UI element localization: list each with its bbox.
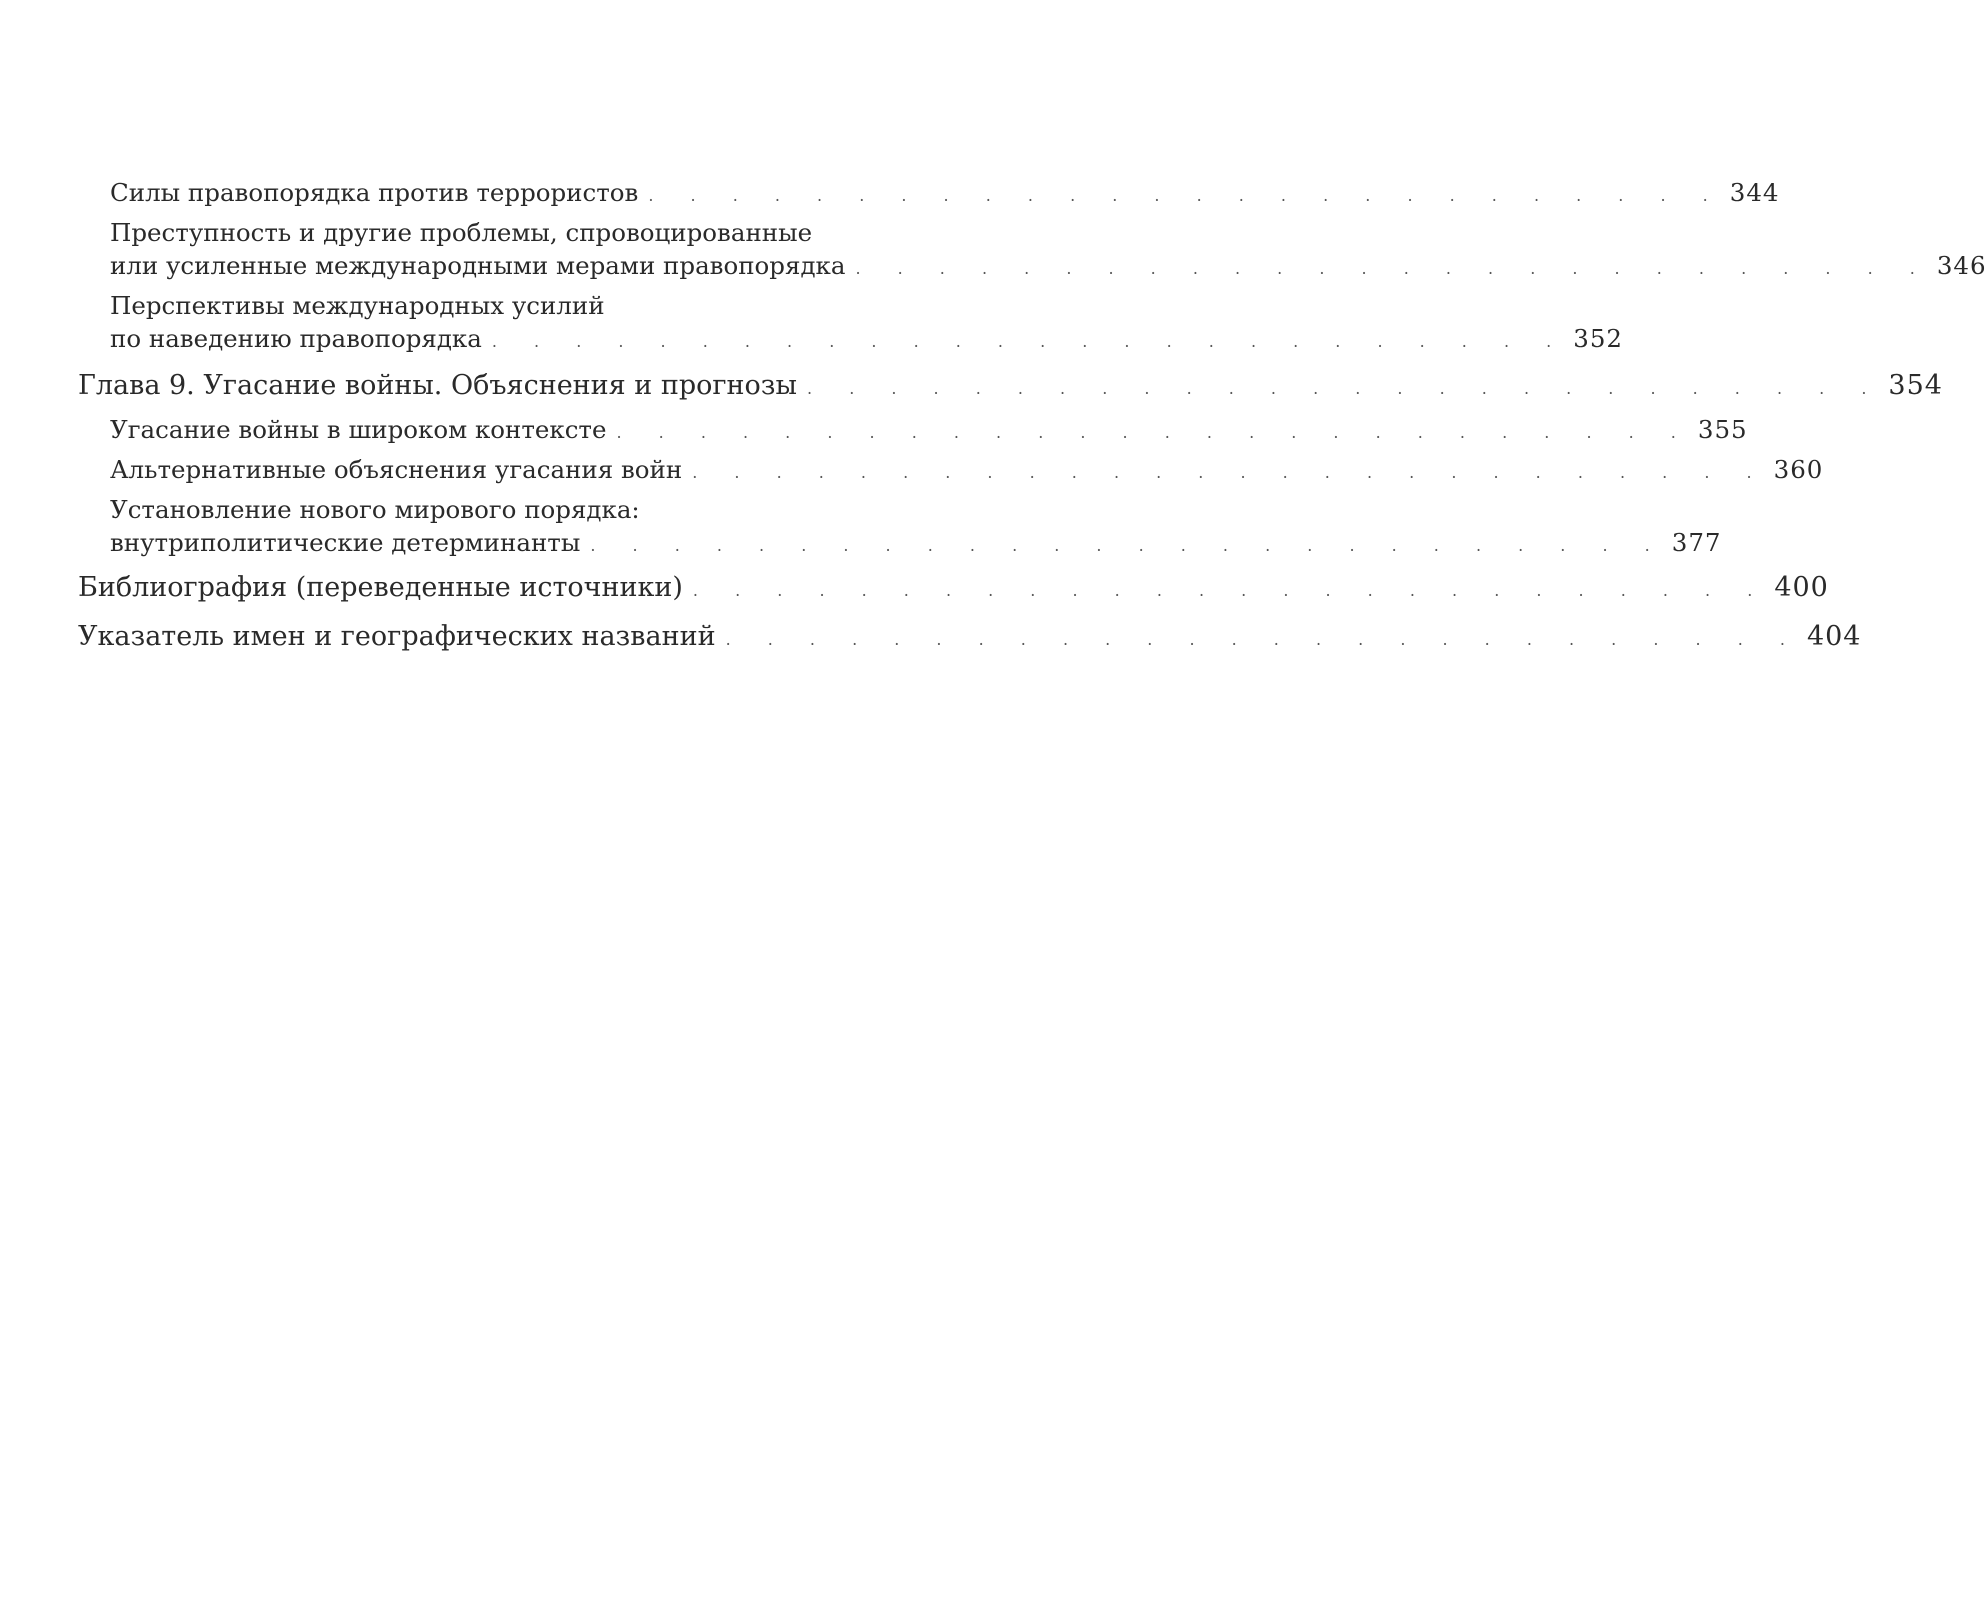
toc-entry[interactable]	[78, 216, 1987, 285]
leader-dots: . . . . . . . . . . . . . . . . . . . . . . . . . .	[855, 259, 1931, 278]
toc-entry-title: Альтернативные объяснения угасания войн	[110, 455, 683, 484]
toc-entry[interactable]	[78, 289, 1623, 358]
toc-entry-title: Силы правопорядка против террористов	[110, 178, 639, 207]
toc-page-number: 352	[1573, 324, 1623, 353]
toc-top-entry[interactable]	[78, 619, 1862, 658]
toc-entry[interactable]	[78, 453, 1824, 489]
toc-entry[interactable]	[78, 493, 1722, 562]
toc-chapter-title: Глава 9. Угасание войны. Объяснения и прогнозы	[78, 370, 798, 401]
leader-dots: . . . . . . . . . . . . . . . . . . . . . . . . . .	[590, 536, 1666, 555]
toc-entry-title-continued: по наведению правопорядка	[110, 324, 482, 353]
toc-page-number: 404	[1806, 621, 1862, 652]
toc-section-title: Библиография (переведенные источники)	[78, 572, 683, 603]
toc-page-number: 354	[1888, 370, 1943, 401]
toc-entry-title: Преступность и другие проблемы, спровоцированные	[110, 218, 813, 247]
leader-dots: . . . . . . . . . . . . . . . . . . . . . . . . . .	[807, 379, 1883, 398]
toc-chapter-entry[interactable]	[78, 368, 1943, 407]
leader-dots: . . . . . . . . . . . . . . . . . . . . . . . . . .	[616, 423, 1692, 442]
toc-entry[interactable]	[78, 413, 1748, 449]
toc-entry-title: Установление нового мирового порядка:	[110, 495, 640, 524]
leader-dots: . . . . . . . . . . . . . . . . . . . . . . . . . .	[692, 581, 1769, 600]
toc-page-number: 377	[1671, 528, 1722, 557]
toc-page-number: 355	[1697, 415, 1748, 444]
toc-entry-title-continued: внутриполитические детерминанты	[110, 528, 581, 557]
toc-top-entry[interactable]	[78, 570, 1829, 609]
table-of-contents	[78, 176, 1987, 668]
leader-dots: . . . . . . . . . . . . . . . . . . . . . . . . . .	[692, 463, 1768, 482]
toc-entry-title: Угасание войны в широком контексте	[110, 415, 607, 444]
toc-page-number: 344	[1729, 178, 1780, 207]
toc-page-number: 360	[1773, 455, 1824, 484]
toc-page-number: 400	[1774, 572, 1829, 603]
toc-page-number: 346	[1936, 251, 1987, 280]
leader-dots: . . . . . . . . . . . . . . . . . . . . . . . . . .	[725, 630, 1801, 649]
toc-entry-title-continued: или усиленные международными мерами правопорядка	[110, 251, 846, 280]
leader-dots: . . . . . . . . . . . . . . . . . . . . . . . . . .	[491, 332, 1568, 351]
toc-entry[interactable]	[78, 176, 1780, 212]
leader-dots: . . . . . . . . . . . . . . . . . . . . . . . . . .	[648, 186, 1724, 205]
toc-section-title: Указатель имен и географических названий	[78, 621, 716, 652]
toc-entry-title: Перспективы международных усилий	[110, 291, 605, 320]
